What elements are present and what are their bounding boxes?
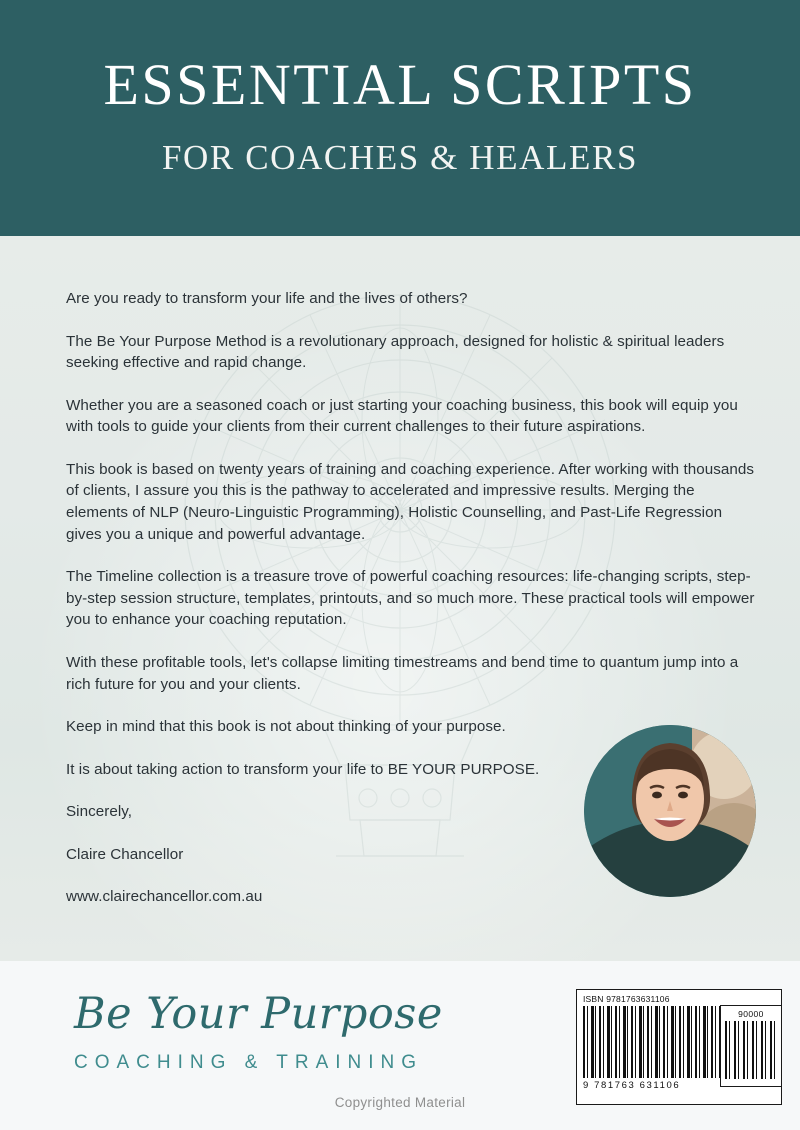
signoff-text: Sincerely,: [66, 803, 133, 821]
blurb-paragraph: The Timeline collection is a treasure trove of powerful coaching resources: life-changing scripts, step-by-step session structure, templates, printouts, and so much more. These practical tools will empower you to enhance your coaching reputation.: [66, 568, 755, 629]
publisher-logo: [74, 989, 474, 1074]
book-subtitle: FOR COACHES & HEALERS: [161, 138, 639, 177]
cover-header-band: [0, 0, 800, 236]
author-name: Claire Chancellor: [66, 845, 184, 863]
author-portrait: [584, 725, 756, 897]
blurb-paragraph: With these profitable tools, let's collapse limiting timestreams and bend time to quantum jump into a rich future for you and your clients.: [66, 653, 739, 693]
price-addon-barcode: [720, 1005, 782, 1087]
cover-body-panel: [0, 236, 800, 961]
blurb-paragraph: Are you ready to transform your life and the lives of others?: [66, 290, 468, 307]
ean-digits: 9 781763 631106: [583, 1080, 681, 1091]
author-website: www.clairechancellor.com.au: [66, 888, 263, 906]
logo-subtitle-text: COACHING & TRAINING: [74, 1052, 424, 1073]
blurb-paragraph: This book is based on twenty years of training and coaching experience. After working with thousands of clients, I assure you this is the pathway to accelerated and impressive results. Merging the elements of NLP (Neuro-Linguistic Programming), Holistic Counselling, and Past-Life Regression gives you a unique and powerful advantage.: [66, 460, 754, 543]
blurb-paragraph: The Be Your Purpose Method is a revolutionary approach, designed for holistic & spiritual leaders seeking effective and rapid change.: [66, 332, 725, 372]
blurb-paragraph: Whether you are a seasoned coach or just starting your coaching business, this book will equip you with tools to guide your clients from their current challenges to their future aspirations.: [66, 396, 738, 436]
blurb-paragraph: It is about taking action to transform your life to BE YOUR PURPOSE.: [66, 760, 540, 778]
book-title: ESSENTIAL SCRIPTS: [103, 52, 697, 117]
addon-value: 90000: [738, 1009, 764, 1019]
addon-barcode-bars: [725, 1021, 777, 1079]
logo-script-text: Be Your Purpose: [74, 989, 443, 1039]
copyright-watermark-bottom: Copyrighted Material: [334, 1095, 466, 1110]
isbn-label: ISBN 9781763631106: [583, 994, 670, 1004]
blurb-paragraph: Keep in mind that this book is not about thinking of your purpose.: [66, 718, 506, 736]
header-inner: [0, 0, 800, 236]
